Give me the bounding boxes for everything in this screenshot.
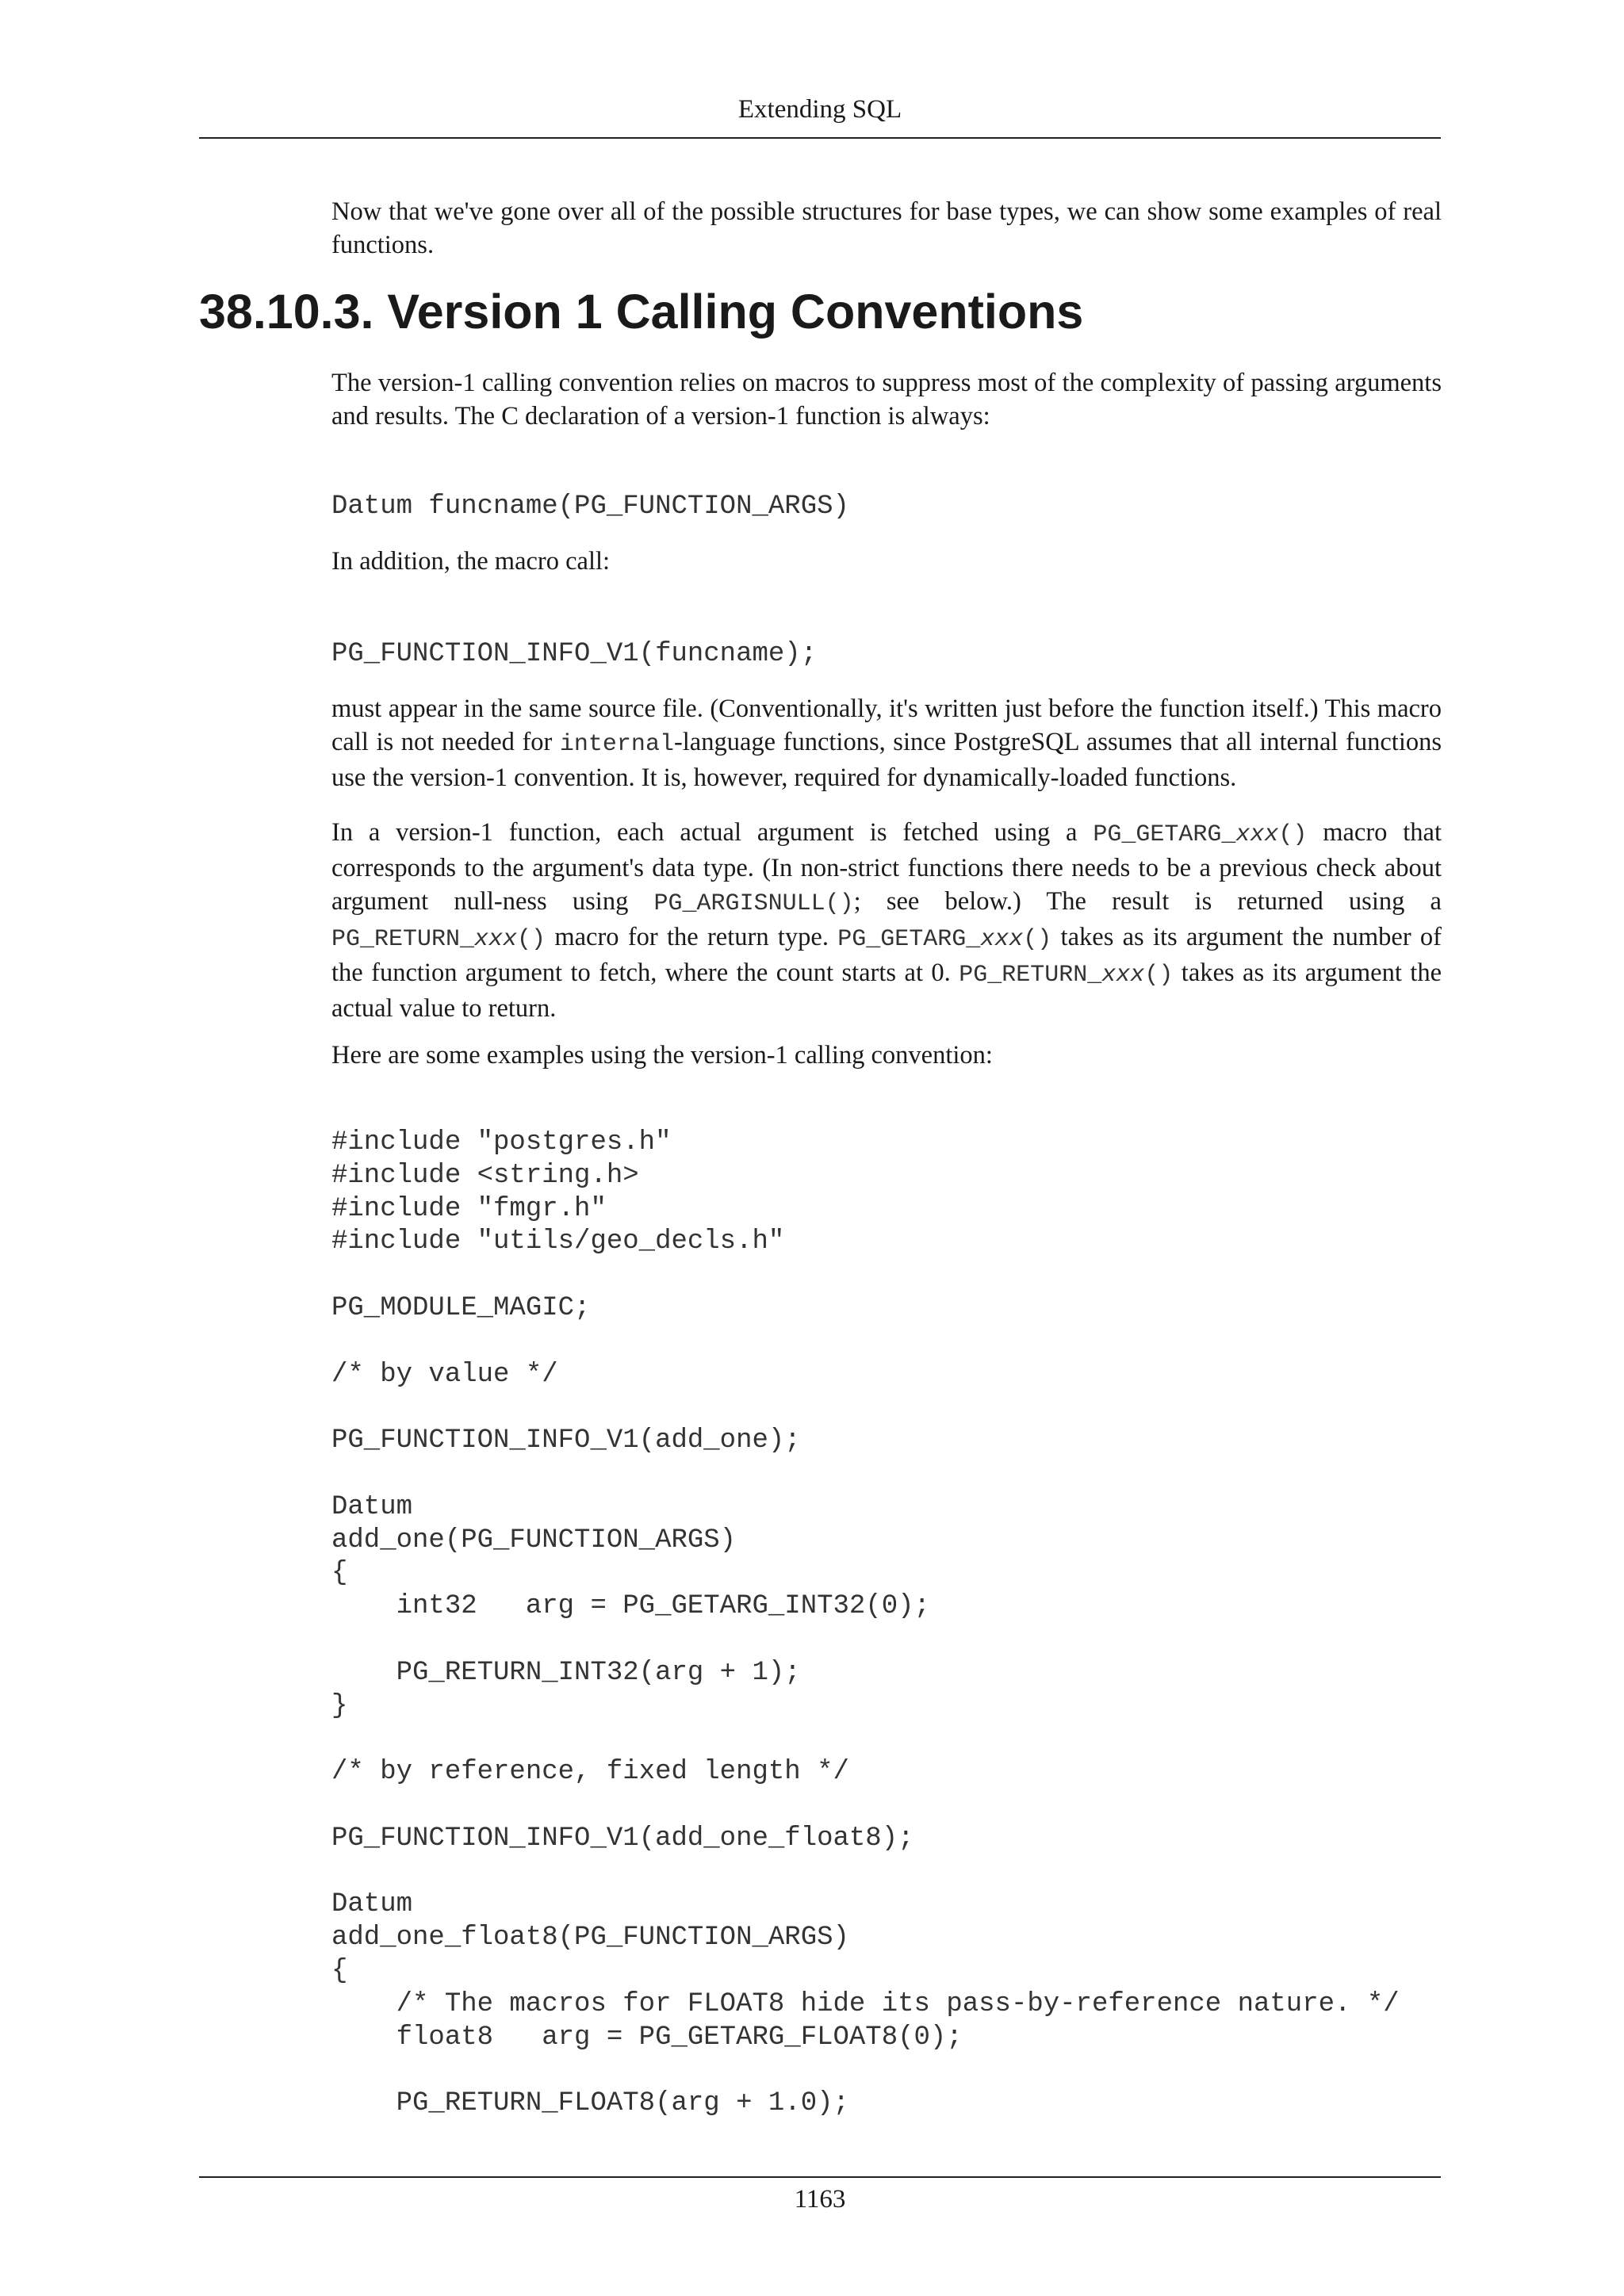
code-part: PG_GETARG_ bbox=[1093, 821, 1236, 848]
code-part: PG_RETURN_ bbox=[331, 926, 475, 953]
code-part: () bbox=[1278, 821, 1308, 848]
inline-code-return bbox=[331, 926, 546, 953]
running-header: Extending SQL bbox=[737, 95, 902, 124]
code-part: () bbox=[1144, 962, 1174, 989]
paragraph-calling-convention: The version-1 calling convention relies on macros to suppress most of the complexity of passing arguments and results. The C declaration of a version-1 function is always: bbox=[331, 369, 1442, 430]
section-title: 38.10.3. Version 1 Calling Conventions bbox=[199, 285, 1084, 339]
code-part-italic: xxx bbox=[980, 926, 1024, 953]
code-part-italic: xxx bbox=[474, 926, 518, 953]
inline-code-return-2 bbox=[959, 962, 1173, 989]
inline-code-internal: internal bbox=[559, 731, 674, 758]
p4-text-1: In a version-1 function, each actual argument is fetched using a bbox=[331, 818, 1094, 847]
code-part-italic: xxx bbox=[1235, 821, 1279, 848]
code-function-info: PG_FUNCTION_INFO_V1(funcname); bbox=[331, 639, 818, 669]
inline-code-getarg bbox=[1093, 821, 1307, 848]
page-number: 1163 bbox=[794, 2185, 846, 2214]
code-examples: #include "postgres.h" #include <string.h> #include "fmgr.h" #include "utils/geo_decls.h" PG_MODULE_MAGIC; /* by value */ PG_FUNCTION_INFO_V1(add_one); Datum add_one(PG_FUNCTION_ARGS) { int32 arg = PG_GETARG_INT32(0); PG_RETURN_INT32(arg + 1); } /* by reference, fixed length */ PG_FUNCTION_INFO_V1(add_one_float8); Datum add_one_float8(PG_FUNCTION_ARGS) { /* The macros for FLOAT8 hide its pass-by-reference nature. */ float8 arg = PG_GETARG_FLOAT8(0); PG_RETURN_FLOAT8(arg + 1.0); bbox=[331, 1127, 1400, 2119]
header-rule bbox=[199, 137, 1441, 139]
code-declaration: Datum funcname(PG_FUNCTION_ARGS) bbox=[331, 492, 849, 522]
code-part-italic: xxx bbox=[1101, 962, 1145, 989]
code-part: PG_RETURN_ bbox=[959, 962, 1102, 989]
paragraph-getarg bbox=[331, 816, 1442, 1025]
p4-text-5: takes as its argument the number of the function argument to fetch, where the count starts at 0. bbox=[331, 923, 1442, 987]
code-part: PG_GETARG_ bbox=[837, 926, 981, 953]
code-part: () bbox=[1023, 926, 1052, 953]
paragraph-macro-call: In addition, the macro call: bbox=[331, 547, 611, 576]
p4-text-6: takes as its argument the actual value to return. bbox=[331, 959, 1442, 1023]
paragraph-source-file bbox=[331, 692, 1442, 794]
p4-text-3: ; see below.) The result is returned using a bbox=[853, 887, 1442, 916]
footer-rule bbox=[199, 2176, 1441, 2178]
inline-code-argisnull: PG_ARGISNULL() bbox=[653, 890, 854, 917]
p3-text-1: must appear in the same source file. (Conventionally, it's written just before the function itself.) This macro call is not needed for bbox=[331, 695, 1442, 756]
p4-text-4: macro for the return type. bbox=[546, 923, 838, 951]
intro-paragraph: Now that we've gone over all of the possible structures for base types, we can show some examples of real functions. bbox=[331, 197, 1442, 259]
p3-text-2: -language functions, since PostgreSQL assumes that all internal functions use the version-1 convention. It is, however, required for dynamically-loaded functions. bbox=[331, 728, 1442, 792]
code-part: () bbox=[517, 926, 546, 953]
p4-text-2: macro that corresponds to the argument's data type. (In non-strict functions there needs to be a previous check about argument null-ness using bbox=[331, 818, 1442, 916]
paragraph-examples-intro: Here are some examples using the version-1 calling convention: bbox=[331, 1041, 993, 1070]
inline-code-getarg-2 bbox=[837, 926, 1051, 953]
